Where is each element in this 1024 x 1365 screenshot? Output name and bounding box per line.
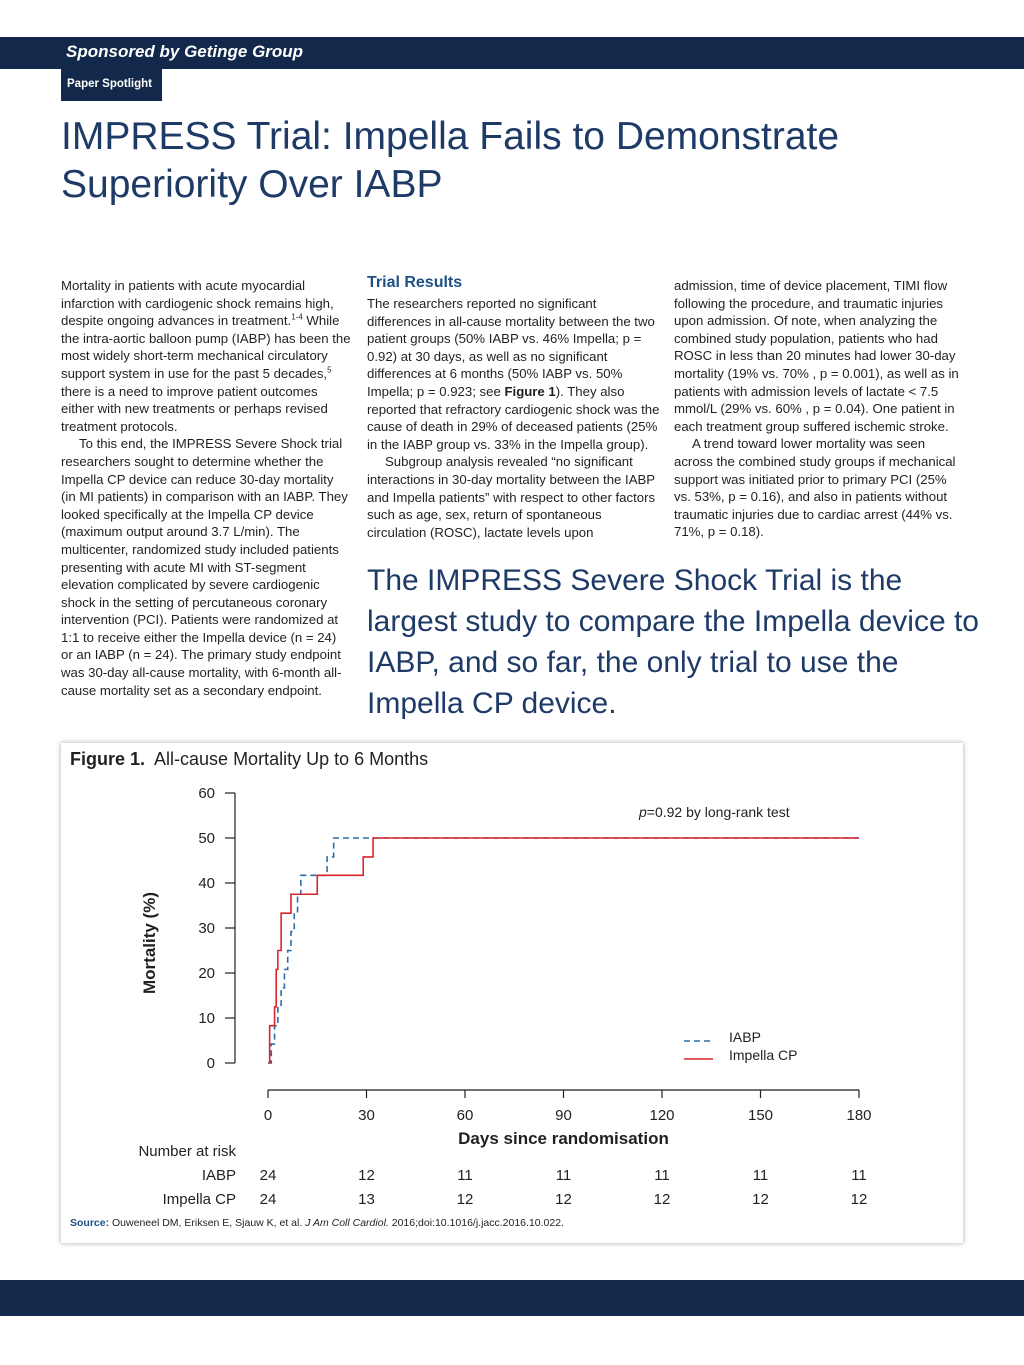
y-tick-label: 60 <box>198 785 215 802</box>
col2-paragraph-1: The researchers reported no significant differences in all-cause mortality between the two patient groups (50% IABP vs. 46% Impella; p = 0.92) at 30 days, as well as no significant differences at 6 months (50% IABP vs. 50% Impella; p = 0.923; see Figure 1). They also reported that refractory cardiogenic shock was the cause of death in 29% of deceased patients (25% in the IABP group vs. 33% in the Impella group). <box>367 296 660 452</box>
y-tick-label: 10 <box>198 1010 215 1027</box>
body-column-1 <box>61 277 351 699</box>
risk-value: 24 <box>259 1191 277 1208</box>
risk-value: 12 <box>456 1191 474 1208</box>
x-tick-label: 120 <box>649 1107 675 1124</box>
risk-value: 11 <box>555 1167 572 1184</box>
x-tick-label: 60 <box>456 1107 474 1124</box>
risk-table-heading: Number at risk <box>138 1143 236 1160</box>
y-tick-label: 50 <box>198 830 215 847</box>
x-axis-title: Days since randomisation <box>458 1129 669 1148</box>
y-tick-label: 30 <box>198 920 215 937</box>
col3-paragraph-2: A trend toward lower mortality was seen across the combined study groups if mechanical support was initiated prior to primary PCI (25% vs. 53%, p = 0.16), and also in patients without traumatic injuries due to cardiac arrest (44% vs. 71%, p = 0.18). <box>674 436 956 540</box>
risk-row-label: Impella CP <box>162 1191 236 1208</box>
pull-quote: The IMPRESS Severe Shock Trial is the largest study to compare the Impella device to IABP, and so far, the only trial to use the Impella CP device. <box>367 564 979 720</box>
risk-value: 12 <box>358 1167 375 1184</box>
x-tick-label: 0 <box>263 1107 273 1124</box>
risk-value: 12 <box>752 1191 769 1208</box>
figure-1 <box>61 743 963 1243</box>
title-line-1: IMPRESS Trial: Impella Fails to Demonstrate <box>61 115 840 158</box>
footer-band <box>0 1280 1024 1316</box>
risk-value: 12 <box>850 1191 868 1208</box>
risk-value: 11 <box>457 1167 473 1184</box>
x-tick-label: 90 <box>555 1107 572 1124</box>
x-tick-label: 180 <box>846 1107 872 1124</box>
series-line-iabp <box>268 838 859 1063</box>
article-title <box>61 113 961 209</box>
figure-reference: Figure 1 <box>504 383 556 399</box>
col2-paragraph-2: Subgroup analysis revealed “no significant interactions in 30-day mortality between the IABP and Impella patients” with respect to other factors such as age, sex, return of spontaneous circulation (ROSC), lactate levels upon <box>367 454 656 540</box>
series-line-impella-cp <box>268 838 859 1063</box>
body-column-3 <box>674 277 966 541</box>
col1-paragraph-1: Mortality in patients with acute myocardial infarction with cardiogenic shock remains high, despite ongoing advances in treatment.$^{1-4}$ While the intra-aortic balloon pump (IABP) has been the most widely short-term mechanical circulatory support system in use for the past 5 decades,$^5$ there is a need to improve patient outcomes either with new treatments or perhaps revised treatment protocols. <box>61 278 351 434</box>
sponsor-label: Sponsored by Getinge Group <box>66 42 304 61</box>
risk-value: 12 <box>653 1191 671 1208</box>
figure-title: Figure 1. All-cause Mortality Up to 6 Months <box>70 749 429 769</box>
risk-value: 12 <box>555 1191 572 1208</box>
figure-source: Source: Ouweneel DM, Eriksen E, Sjauw K, et al. J Am Coll Cardiol. 2016;doi:10.1016/j.jacc.2016.10.022. <box>70 1217 564 1229</box>
y-tick-label: 20 <box>198 965 215 982</box>
title-line-2: Superiority Over IABP <box>61 163 443 206</box>
risk-value: 11 <box>851 1167 867 1184</box>
survival-chart <box>61 743 963 1213</box>
y-tick-label: 40 <box>198 875 215 892</box>
section-heading: Trial Results <box>367 274 463 291</box>
risk-value: 11 <box>654 1167 670 1184</box>
col1-paragraph-2: To this end, the IMPRESS Severe Shock trial researchers sought to determine whether the Impella CP device can reduce 30-day mortality (in MI patients) in comparison with an IABP. They looked specifically at the Impella CP device (maximum output around 3.7 L/min). The multicenter, randomized study included patients presenting with acute MI with ST-segment elevation complicated by severe cardiogenic shock in the setting of percutaneous coronary intervention (PCI). Patients were randomized at 1:1 to receive either the Impella device (n = 24) or an IABP (n = 24). The primary study endpoint was 30-day all-cause mortality, with 6-month all-cause mortality set as a secondary endpoint. <box>61 436 348 698</box>
p-value-annotation: p=0.92 by long-rank test <box>639 804 790 820</box>
legend-label: IABP <box>729 1029 761 1045</box>
y-tick-label: 0 <box>206 1055 215 1072</box>
risk-value: 11 <box>752 1167 769 1184</box>
body-column-2 <box>367 295 663 541</box>
legend-label: Impella CP <box>729 1047 798 1063</box>
risk-value: 24 <box>259 1167 277 1184</box>
y-axis-title: Mortality (%) <box>140 892 159 994</box>
x-tick-label: 30 <box>358 1107 375 1124</box>
x-tick-label: 150 <box>747 1107 774 1124</box>
risk-row-label: IABP <box>201 1167 236 1184</box>
section-tag: Paper Spotlight <box>67 78 152 90</box>
risk-value: 13 <box>358 1191 375 1208</box>
col3-paragraph-1: admission, time of device placement, TIMI flow following the procedure, and traumatic injuries upon admission. Of note, when analyzing the combined study population, patients who had ROSC in less than 20 minutes had lower 30-day mortality (19% vs. 70% , p = 0.001), as well as in patients with admission levels of lactate < 7.5 mmol/L (29% vs. 60% , p = 0.04). One patient in each treatment group suffered ischemic stroke. <box>674 278 959 434</box>
